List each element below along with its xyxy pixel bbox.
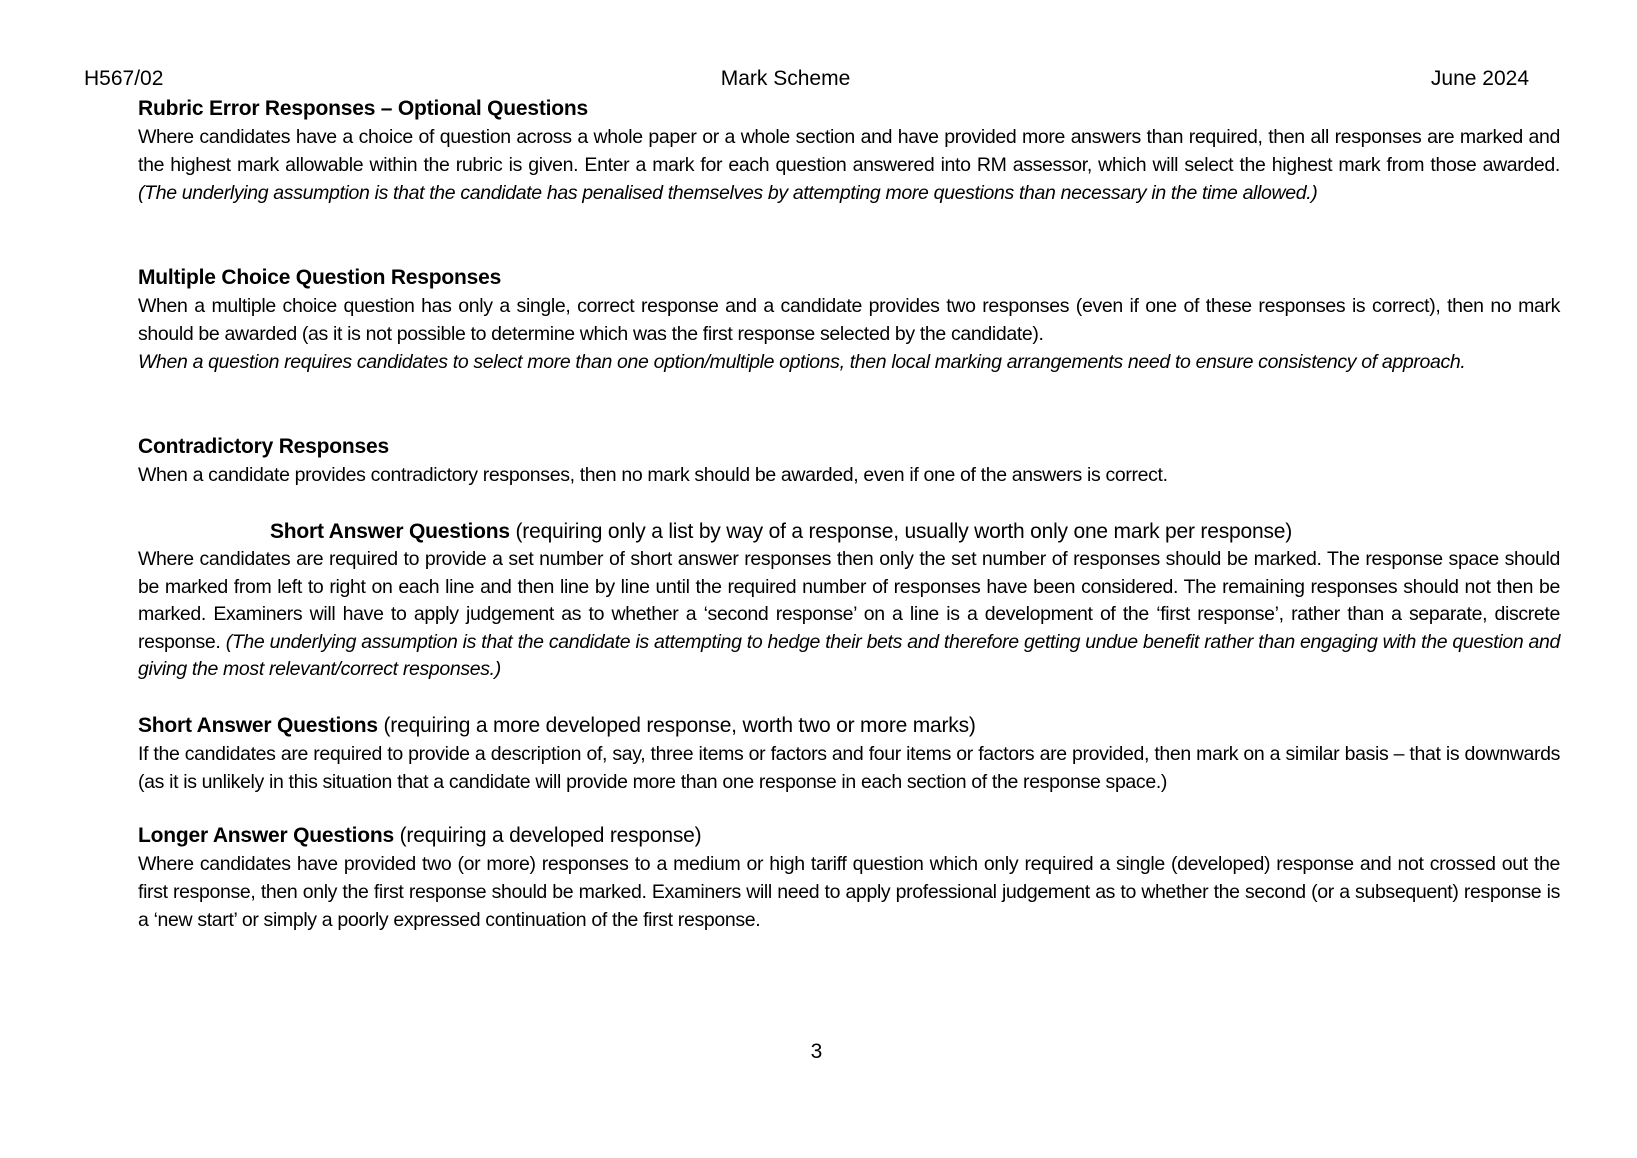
section-contradictory [138, 433, 1560, 489]
section-multiple-choice [138, 264, 1560, 376]
section-heading: Multiple Choice Question Responses [138, 266, 502, 289]
section-note: (The underlying assumption is that the candidate is attempting to hedge their bets and therefore getting undue benefit rather than engaging with the question and giving the most relevant/correct responses.) [138, 630, 1560, 680]
section-body: When a multiple choice question has only a single, correct response and a candidate provides two responses (even if one of these responses is correct), then no mark should be awarded (as it is not possible to determine which was the first response selected by the candidate). [138, 295, 1560, 345]
exam-date: June 2024 [1430, 67, 1529, 90]
section-longer-answer [138, 822, 1560, 934]
page-number: 3 [810, 1040, 823, 1063]
section-heading: Short Answer Questions [270, 520, 510, 543]
section-body: Where candidates have provided two (or more) responses to a medium or high tariff question which only required a single (developed) response and not crossed out the first response, then only the first response should be marked. Examiners will need to apply professional judgement as to whether the second (or a subsequent) response is a ‘new start’ or simply a poorly expressed continuation of the first response. [138, 853, 1560, 931]
section-heading: Short Answer Questions [138, 714, 378, 737]
paper-code: H567/02 [84, 67, 164, 90]
section-heading: Longer Answer Questions [138, 824, 394, 847]
section-note: (The underlying assumption is that the candidate has penalised themselves by attempting more questions than necessary in the time allowed.) [138, 182, 1318, 204]
section-body: If the candidates are required to provide a description of, say, three items or factors and four items or factors are provided, then mark on a similar basis – that is downwards (as it is unlikely in this situation that a candidate will provide more than one response in each section of the response space.) [138, 743, 1560, 793]
section-subheading: (requiring a more developed response, worth two or more marks) [383, 714, 976, 737]
section-note: When a question requires candidates to select more than one option/multiple options, then local marking arrangements need to ensure consistency of approach. [138, 351, 1466, 373]
document-title: Mark Scheme [720, 67, 851, 90]
section-subheading: (requiring a developed response) [399, 824, 702, 847]
section-short-answer-developed [138, 712, 1560, 796]
section-body: Where candidates are required to provide a set number of short answer responses then only the set number of responses should be marked. The response space should be marked from left to right on each line and then line by line until the required number of responses have been considered. The remaining responses should not then be marked. Examiners will have to apply judgement as to whether a ‘second response’ on a line is a development of the ‘first response’, rather than a separate, discrete response. (The underlying assumption is that the candidate is attempting to hedge their bets and therefore getting undue benefit rather than engaging with the question and giving the most relevant/correct responses.) [138, 548, 1560, 680]
section-subheading: (requiring only a list by way of a response, usually worth only one mark per response) [515, 520, 1293, 543]
section-short-answer-list [138, 518, 1560, 684]
section-rubric-error [138, 95, 1560, 207]
section-body: When a candidate provides contradictory responses, then no mark should be awarded, even if one of the answers is correct. [138, 464, 1168, 486]
section-heading: Contradictory Responses [138, 435, 389, 458]
section-heading: Rubric Error Responses – Optional Questions [138, 97, 588, 120]
section-body: Where candidates have a choice of question across a whole paper or a whole section and have provided more answers than required, then all responses are marked and the highest mark allowable within the rubric is given. Enter a mark for each question answered into RM assessor, which will select the highest mark from those awarded. (The underlying assumption is that the candidate has penalised themselves by attempting more questions than necessary in the time allowed.) [138, 126, 1560, 204]
